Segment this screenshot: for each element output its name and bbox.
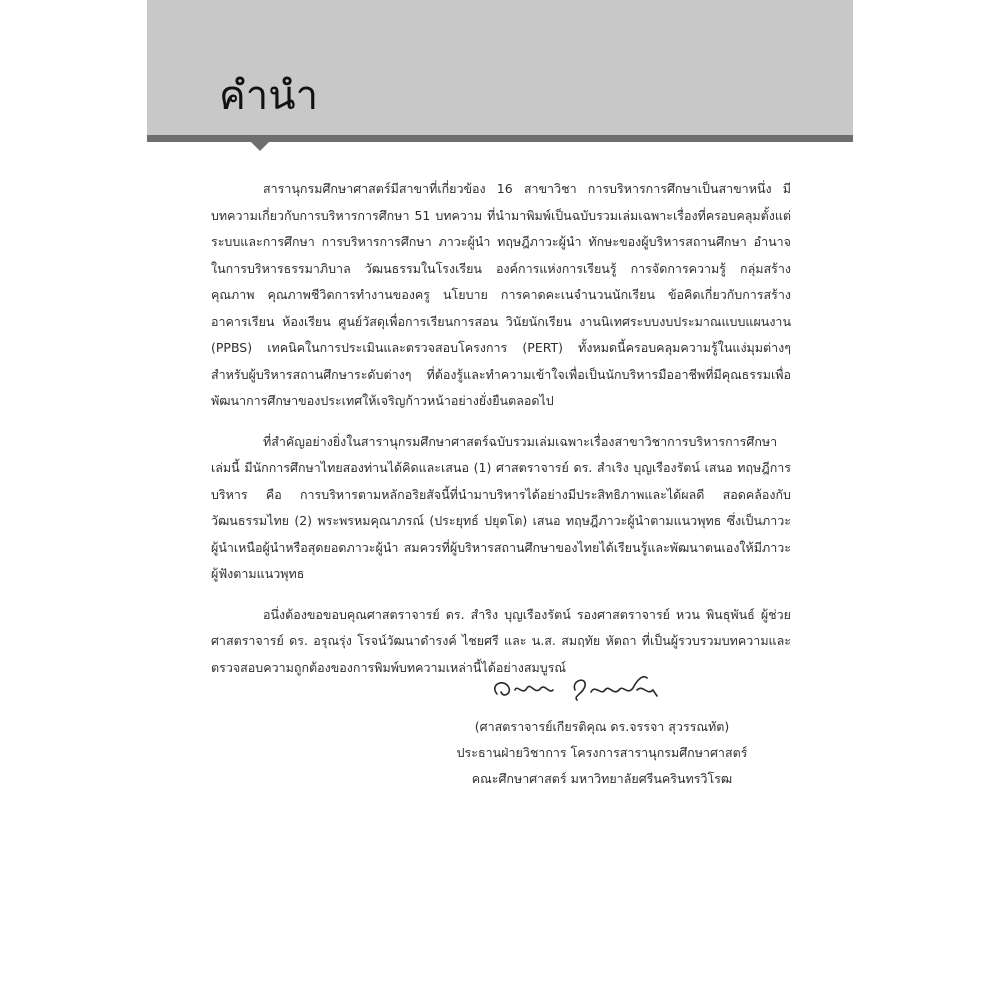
signer-organization: คณะศึกษาศาสตร์ มหาวิทยาลัยศรีนครินทรวิโรฒ: [471, 771, 733, 786]
paragraph-1: สารานุกรมศึกษาศาสตร์มีสาขาที่เกี่ยวข้อง 16 สาขาวิชา การบริหารการศึกษาเป็นสาขาหนึ่ง มีบทความเกี่ยวกับการบริหารการศึกษา 51 บทความ ที่นำมาพิมพ์เป็นฉบับรวมเล่มเฉพาะเรื่องที่ครอบคลุมตั้งแต่ระบบและการศึกษา การบริหารการศึกษา ภาวะผู้นำ ทฤษฎีภาวะผู้นำ ทักษะของผู้บริหารสถานศึกษา อำนาจในการบริหารธรรมาภิบาล วัฒนธรรมในโรงเรียน องค์การแห่งการเรียนรู้ การจัดการความรู้ กลุ่มสร้างคุณภาพ คุณภาพชีวิตการทำงานของครู นโยบาย การคาดคะเนจำนวนนักเรียน ข้อคิดเกี่ยวกับการสร้างอาคารเรียน ห้องเรียน ศูนย์วัสดุเพื่อการเรียนการสอน วินัยนักเรียน งานนิเทศระบบงบประมาณแบบแผนงาน (PPBS) เทคนิคในการประเมินและตรวจสอบโครงการ (PERT) ทั้งหมดนี้ครอบคลุมความรู้ในแง่มุมต่างๆ สำหรับผู้บริหารสถานศึกษาระดับต่างๆ ที่ต้องรู้และทำความเข้าใจเพื่อเป็นนักบริหารมืออาชีพที่มีคุณธรรมเพื่อพัฒนาการศึกษาของประเทศให้เจริญก้าวหน้าอย่างยั่งยืนตลอดไป: [211, 181, 791, 408]
handwritten-signature-icon: [487, 670, 687, 710]
signer-name: (ศาสตราจารย์เกียรติคุณ ดร.จรรจา สุวรรณทัต): [474, 719, 730, 734]
document-page: [147, 0, 853, 1000]
header-pointer-icon: [251, 142, 269, 151]
signer-position: ประธานฝ่ายวิชาการ โครงการสารานุกรมศึกษาศาสตร์: [456, 745, 748, 760]
header-rule: [147, 135, 853, 142]
header-band: [147, 0, 853, 135]
preface-body: [211, 176, 791, 695]
paragraph-3: อนึ่งต้องขอขอบคุณศาสตราจารย์ ดร. สำริง บุญเรืองรัตน์ รองศาสตราจารย์ หวน พินธุพันธ์ ผู้ช่วยศาสตราจารย์ ดร. อรุณรุ่ง โรจน์วัฒนาดำรงค์ ไชยศรี และ น.ส. สมฤทัย หัตถา ที่เป็นผู้รวบรวมบทความและตรวจสอบความถูกต้องของการพิมพ์บทความเหล่านี้ได้อย่างสมบูรณ์: [211, 606, 791, 675]
paragraph-2: ที่สำคัญอย่างยิ่งในสารานุกรมศึกษาศาสตร์ฉบับรวมเล่มเฉพาะเรื่องสาขาวิชาการบริหารการศึกษาเล่มนี้ มีนักการศึกษาไทยสองท่านได้คิดและเสนอ (1) ศาสตราจารย์ ดร. สำเริง บุญเรืองรัตน์ เสนอ ทฤษฎีการบริหาร คือ การบริหารตามหลักอริยสัจนี้ที่นำมาบริหารได้อย่างมีประสิทธิภาพและได้ผลดี สอดคล้องกับวัฒนธรรมไทย (2) พระพรหมคุณาภรณ์ (ประยุทธ์ ปยุตโต) เสนอ ทฤษฎีภาวะผู้นำตามแนวพุทธ ซึ่งเป็นภาวะผู้นำเหนือผู้นำหรือสุดยอดภาวะผู้นำ สมควรที่ผู้บริหารสถานศึกษาของไทยได้เรียนรู้และพัฒนาตนเองให้มีภาวะผู้ฟังตามแนวพุทธ: [211, 433, 791, 581]
page-title: คำนำ: [219, 73, 319, 119]
signature-block: [392, 670, 812, 792]
